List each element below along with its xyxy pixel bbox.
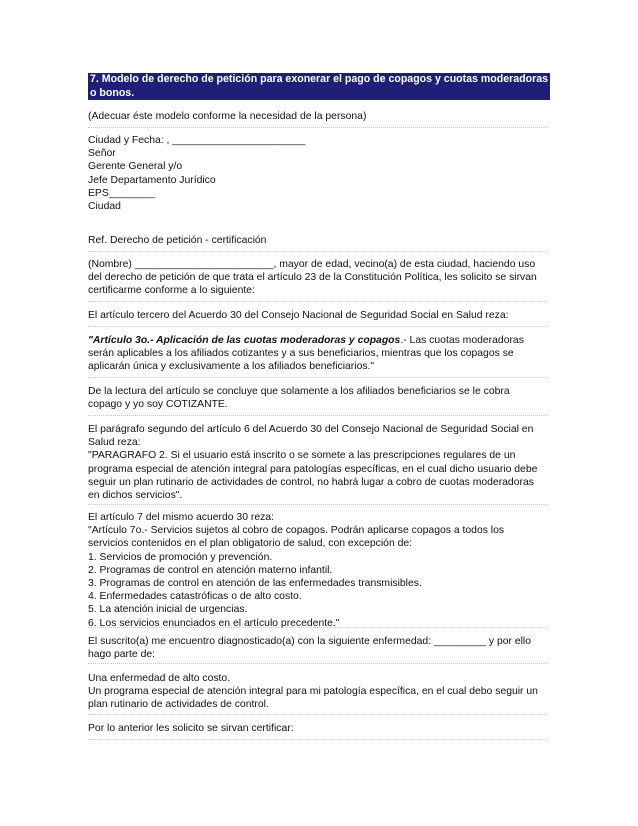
address-line: Jefe Departamento Jurídico (88, 174, 216, 186)
article3-heading-rest: .- Las cuotas moderadoras (400, 335, 524, 346)
paragraph2-block (88, 423, 548, 502)
divider (88, 377, 548, 378)
subtitle-text: (Adecuar éste modelo conforme la necesidad de la persona) (88, 111, 367, 122)
closing-paragraph (88, 722, 548, 735)
intro-line: del derecho de petición de que trata el artículo 23 de la Constitución Política, les solicito se sirvan (88, 272, 537, 284)
article7-line: 2. Programas de control en atención materno infantil. (88, 564, 333, 576)
conclusion-line: De la lectura del artículo se concluye que solamente a los afiliados beneficiarios se le cobra (88, 386, 510, 397)
divider (88, 301, 548, 302)
divider (88, 739, 548, 740)
article3-intro (88, 309, 548, 322)
divider (88, 415, 548, 416)
intro-line: certificarme conforme a lo siguiente: (88, 285, 255, 297)
article7-line: 3. Programas de control en atención de las enfermedades transmisibles. (88, 578, 422, 590)
article3-quote (88, 334, 548, 374)
title-line-1: 7. Modelo de derecho de petición para exonerar el pago de copagos y cuotas moderadoras (90, 73, 549, 85)
conditions-block (88, 672, 548, 712)
article7-line: servicios contenidos en el plan obligatorio de salud, con excepción de: (88, 538, 413, 550)
address-line: Gerente General y/o (88, 161, 183, 173)
address-block (88, 134, 548, 213)
article7-line: 6. Los servicios enunciados en el artículo precedente." (88, 617, 340, 629)
paragraph2-line: en dichos servicios". (88, 490, 183, 502)
divider (88, 714, 548, 715)
article7-line: 1. Servicios de promoción y prevención. (88, 551, 273, 563)
article7-line: 5. La atención inicial de urgencias. (88, 604, 248, 616)
intro-line: (Nombre) ________________________, mayor de edad, vecino(a) de esta ciudad, haciendo uso (88, 259, 536, 270)
diagnosis-line: El suscrito(a) me encuentro diagnosticado(a) con la siguiente enfermedad: _________ y por ello (88, 636, 532, 647)
paragraph2-line: Salud reza: (88, 437, 141, 449)
reference (88, 234, 548, 247)
divider (88, 504, 548, 505)
paragraph2-line: "PARAGRAFO 2. Si el usuario está inscrito o se somete a las prescripciones regulares de un (88, 450, 516, 462)
divider (88, 627, 548, 628)
article7-line: El artículo 7 del mismo acuerdo 30 reza: (88, 512, 274, 523)
closing-text: Por lo anterior les solicito se sirvan certificar: (88, 723, 294, 734)
article7-line: 4. Enfermedades catastróficas o de alto costo. (88, 591, 302, 603)
divider (88, 663, 548, 664)
address-line: Ciudad (88, 201, 121, 213)
article7-block (88, 511, 548, 630)
title-line-2: o bonos. (90, 86, 135, 99)
paragraph2-line: seguir un plan rutinario de actividades de control, no habrá lugar a cobro de cuotas moderadoras (88, 476, 534, 488)
address-line: Ciudad y Fecha: , _______________________ (88, 135, 306, 146)
divider (88, 251, 548, 252)
divider (88, 326, 548, 327)
article3-quote-line: serán aplicables a los afiliados cotizantes y a sus beneficiarios, mientras que los copagos se (88, 348, 514, 360)
diagnosis-line: hago parte de: (88, 649, 156, 661)
article3-heading: "Artículo 3o.- Aplicación de las cuotas moderadoras y copagos (88, 335, 401, 346)
address-line: Señor (88, 148, 116, 160)
section-title (88, 73, 550, 100)
subtitle (88, 110, 548, 123)
article3-quote-line: aplicarán única y exclusivamente a los afiliados beneficiarios." (88, 361, 375, 373)
address-line: EPS________ (88, 187, 156, 199)
reference-text: Ref. Derecho de petición - certificación (88, 235, 267, 246)
intro-paragraph (88, 258, 548, 298)
divider (88, 127, 548, 128)
condition-line: plan rutinario de actividades de control. (88, 699, 269, 711)
paragraph2-line: programa especial de atención integral para patologías específicas, en el cual dicho usuario debe (88, 463, 538, 475)
conclusion-paragraph (88, 385, 548, 411)
condition-line: Un programa especial de atención integral para mi patología específica, en el cual debo seguir un (88, 686, 538, 698)
article3-intro-text: El artículo tercero del Acuerdo 30 del Consejo Nacional de Seguridad Social en Salud reza: (88, 310, 509, 321)
article3-quote-first-line (88, 334, 548, 347)
paragraph2-line: El parágrafo segundo del artículo 6 del Acuerdo 30 del Consejo Nacional de Seguridad Social en (88, 424, 534, 435)
conclusion-line: copago y yo soy COTIZANTE. (88, 399, 228, 411)
article7-line: "Artículo 7o.- Servicios sujetos al cobro de copagos. Podrán aplicarse copagos a todos los (88, 525, 505, 537)
condition-line: Una enfermedad de alto costo. (88, 673, 231, 684)
diagnosis-paragraph (88, 635, 548, 661)
